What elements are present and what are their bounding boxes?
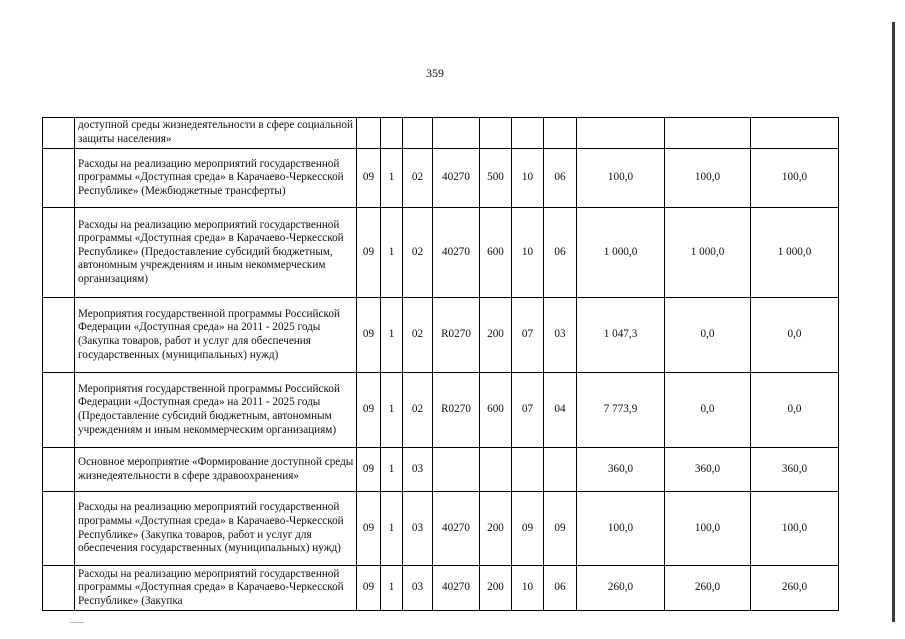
code-expense-type-cell: [480, 448, 512, 492]
code-subsection-cell: 06: [544, 566, 577, 611]
code-subsection-cell: 03: [544, 298, 577, 373]
code-section-cell: [512, 118, 544, 149]
table-row: [43, 448, 839, 492]
item-name-cell: Основное мероприятие «Формирование доступной среды жизнедеятельности в сфере здравоохранения»: [75, 448, 357, 492]
table-row: [43, 118, 839, 149]
code-direction-cell: R0270: [433, 298, 480, 373]
amount-cell-2: 260,0: [665, 566, 751, 611]
code-ministry-cell: 09: [357, 298, 381, 373]
code-subsection-cell: [544, 118, 577, 149]
scan-edge-shadow: [892, 22, 895, 622]
code-direction-cell: 40270: [433, 208, 480, 298]
table-row: [43, 298, 839, 373]
code-section-cell: [512, 448, 544, 492]
row-number-cell: [43, 492, 75, 566]
amount-cell-3: 100,0: [751, 492, 839, 566]
amount-cell-3: 0,0: [751, 298, 839, 373]
scan-artifact: [70, 622, 84, 623]
code-direction-cell: 40270: [433, 566, 480, 611]
code-subsection-cell: 04: [544, 373, 577, 448]
amount-cell-1: 260,0: [577, 566, 665, 611]
code-ministry-cell: 09: [357, 373, 381, 448]
code-subsection-cell: [544, 448, 577, 492]
code-direction-cell: 40270: [433, 149, 480, 208]
amount-cell-1: [577, 118, 665, 149]
code-section-cell: 10: [512, 566, 544, 611]
code-section-cell: 07: [512, 373, 544, 448]
code-subprogram-cell: 1: [381, 298, 403, 373]
code-subprogram-cell: 1: [381, 149, 403, 208]
table-row: [43, 149, 839, 208]
code-ministry-cell: 09: [357, 566, 381, 611]
code-activity-cell: 02: [403, 298, 433, 373]
code-subprogram-cell: 1: [381, 373, 403, 448]
code-subprogram-cell: 1: [381, 208, 403, 298]
code-activity-cell: 03: [403, 566, 433, 611]
code-direction-cell: [433, 118, 480, 149]
amount-cell-1: 100,0: [577, 492, 665, 566]
code-ministry-cell: 09: [357, 208, 381, 298]
code-ministry-cell: 09: [357, 448, 381, 492]
code-activity-cell: 02: [403, 149, 433, 208]
page-number: 359: [426, 66, 444, 80]
code-subsection-cell: 09: [544, 492, 577, 566]
code-section-cell: 10: [512, 208, 544, 298]
amount-cell-1: 360,0: [577, 448, 665, 492]
row-number-cell: [43, 566, 75, 611]
item-name-cell: Расходы на реализацию мероприятий государственной программы «Доступная среда» в Карачаево-Черкесской Республике» (Закупка товаров, работ и услуг для обеспечения государственных (муниципальных) нужд): [75, 492, 357, 566]
table-row: [43, 373, 839, 448]
code-activity-cell: 02: [403, 373, 433, 448]
code-activity-cell: [403, 118, 433, 149]
code-direction-cell: R0270: [433, 373, 480, 448]
code-ministry-cell: 09: [357, 492, 381, 566]
code-subprogram-cell: 1: [381, 566, 403, 611]
code-subprogram-cell: 1: [381, 448, 403, 492]
amount-cell-2: 360,0: [665, 448, 751, 492]
amount-cell-3: 1 000,0: [751, 208, 839, 298]
amount-cell-2: 100,0: [665, 149, 751, 208]
code-expense-type-cell: 600: [480, 373, 512, 448]
code-subsection-cell: 06: [544, 149, 577, 208]
code-expense-type-cell: [480, 118, 512, 149]
item-name-cell: Расходы на реализацию мероприятий государственной программы «Доступная среда» в Карачаево-Черкесской Республике» (Предоставление субсидий бюджетным, автономным учреждениям и иным некоммерческим организациям): [75, 208, 357, 298]
amount-cell-3: 0,0: [751, 373, 839, 448]
amount-cell-3: 260,0: [751, 566, 839, 611]
amount-cell-3: 360,0: [751, 448, 839, 492]
code-expense-type-cell: 500: [480, 149, 512, 208]
code-activity-cell: 03: [403, 492, 433, 566]
code-activity-cell: 02: [403, 208, 433, 298]
code-ministry-cell: 09: [357, 149, 381, 208]
code-section-cell: 09: [512, 492, 544, 566]
amount-cell-1: 7 773,9: [577, 373, 665, 448]
amount-cell-2: 0,0: [665, 298, 751, 373]
code-subprogram-cell: [381, 118, 403, 149]
code-direction-cell: 40270: [433, 492, 480, 566]
amount-cell-3: 100,0: [751, 149, 839, 208]
amount-cell-1: 100,0: [577, 149, 665, 208]
row-number-cell: [43, 118, 75, 149]
row-number-cell: [43, 373, 75, 448]
amount-cell-2: 1 000,0: [665, 208, 751, 298]
item-name-cell: Расходы на реализацию мероприятий государственной программы «Доступная среда» в Карачаево-Черкесской Республике» (Межбюджетные трансферты): [75, 149, 357, 208]
row-number-cell: [43, 298, 75, 373]
code-direction-cell: [433, 448, 480, 492]
code-ministry-cell: [357, 118, 381, 149]
row-number-cell: [43, 208, 75, 298]
item-name-cell: доступной среды жизнедеятельности в сфере социальной защиты населения»: [75, 118, 357, 149]
item-name-cell: Мероприятия государственной программы Российской Федерации «Доступная среда» на 2011 - 2025 годы (Предоставление субсидий бюджетным, автономным учреждениям и иным некоммерческим организациям): [75, 373, 357, 448]
amount-cell-2: 100,0: [665, 492, 751, 566]
code-expense-type-cell: 200: [480, 298, 512, 373]
code-subsection-cell: 06: [544, 208, 577, 298]
code-subprogram-cell: 1: [381, 492, 403, 566]
table-row: [43, 492, 839, 566]
amount-cell-2: 0,0: [665, 373, 751, 448]
amount-cell-3: [751, 118, 839, 149]
row-number-cell: [43, 149, 75, 208]
item-name-cell: Мероприятия государственной программы Российской Федерации «Доступная среда» на 2011 - 2025 годы (Закупка товаров, работ и услуг для обеспечения государственных (муниципальных) нужд): [75, 298, 357, 373]
code-activity-cell: 03: [403, 448, 433, 492]
row-number-cell: [43, 448, 75, 492]
code-expense-type-cell: 200: [480, 566, 512, 611]
table-row: [43, 566, 839, 611]
amount-cell-1: 1 047,3: [577, 298, 665, 373]
amount-cell-1: 1 000,0: [577, 208, 665, 298]
item-name-cell: Расходы на реализацию мероприятий государственной программы «Доступная среда» в Карачаево-Черкесской Республике» (Закупка: [75, 566, 357, 611]
table-row: [43, 208, 839, 298]
code-expense-type-cell: 200: [480, 492, 512, 566]
budget-table: [42, 117, 839, 611]
code-section-cell: 10: [512, 149, 544, 208]
amount-cell-2: [665, 118, 751, 149]
code-expense-type-cell: 600: [480, 208, 512, 298]
code-section-cell: 07: [512, 298, 544, 373]
